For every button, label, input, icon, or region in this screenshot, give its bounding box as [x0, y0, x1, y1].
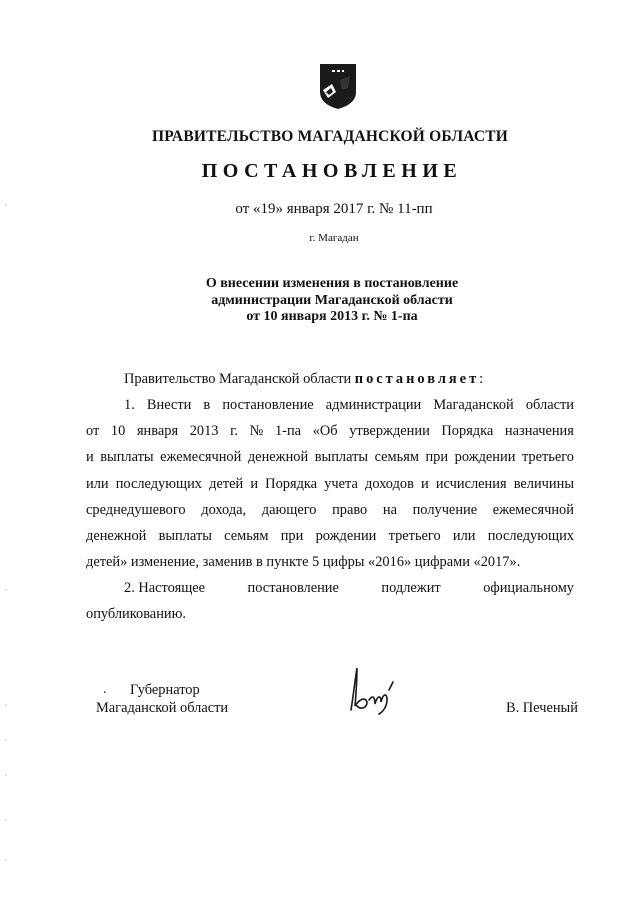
- word: и: [421, 475, 429, 492]
- paragraph-1-line-6: [86, 523, 574, 549]
- paragraph-2-line-2: [86, 601, 574, 627]
- paragraph-2-line-2-text: опубликованию.: [86, 606, 186, 623]
- word: исчисления: [435, 475, 507, 492]
- word: детей: [209, 475, 244, 492]
- word: утверждении: [349, 423, 430, 440]
- paragraph-1-line-5: [86, 497, 574, 523]
- paragraph-1-line-2: [86, 418, 574, 444]
- word: области: [525, 397, 574, 413]
- word: официальному: [483, 580, 574, 596]
- paragraph-1-line-7: [86, 549, 574, 575]
- document-city: г. Магадан: [309, 232, 359, 244]
- word: администрации: [325, 397, 422, 413]
- paragraph-2: [86, 575, 574, 627]
- word: выплаты: [158, 527, 212, 544]
- coat-of-arms-emblem: [318, 62, 358, 110]
- preamble-colon: :: [479, 371, 484, 387]
- paragraph-1-line-3: [86, 444, 574, 470]
- word: право: [332, 501, 368, 518]
- word: постановление: [247, 580, 339, 596]
- paragraph-1-line-4: [86, 471, 574, 497]
- preamble: [86, 366, 574, 392]
- word: 1-па: [274, 423, 302, 440]
- word: семьям: [374, 449, 419, 466]
- word: третьего: [521, 449, 574, 466]
- word: от: [86, 423, 100, 440]
- word: Внести: [146, 397, 192, 413]
- word: при: [425, 449, 449, 466]
- signature-block: [0, 660, 640, 720]
- word: рождении: [315, 527, 377, 544]
- word: последующих: [115, 475, 202, 492]
- paragraph-1: [86, 392, 574, 575]
- signatory-position-line-2: Магаданской области: [96, 700, 229, 716]
- preamble-line: [86, 366, 574, 392]
- document-subject: [0, 276, 640, 326]
- word: или: [452, 527, 476, 544]
- word: 2013: [189, 423, 219, 440]
- word: постановление: [222, 397, 314, 413]
- subject-line-2: администрации Магаданской области: [211, 292, 453, 308]
- word: среднедушевого: [86, 501, 186, 518]
- word: рождении: [454, 449, 516, 466]
- word: января: [136, 423, 179, 440]
- word: №: [249, 423, 264, 440]
- word: получение: [412, 501, 478, 518]
- word: назначения: [504, 423, 574, 440]
- word: Магаданской: [433, 397, 514, 413]
- word: последующих: [487, 527, 574, 544]
- word: семьям: [224, 527, 269, 544]
- signature-dot: .: [103, 682, 107, 697]
- document-type: ПОСТАНОВЛЕНИЕ: [201, 160, 463, 182]
- document-date-number: от «19» января 2017 г. № 11-пп: [235, 201, 433, 217]
- word: и: [86, 449, 94, 466]
- word: 1.: [124, 397, 135, 413]
- word: на: [382, 501, 397, 518]
- word: г.: [230, 423, 238, 440]
- handwritten-signature: [345, 660, 407, 716]
- word: Порядка: [265, 475, 318, 492]
- word: учета: [324, 475, 358, 492]
- signatory-position-line-1: Губернатор: [130, 682, 200, 698]
- word: денежной: [86, 527, 147, 544]
- word: подлежит: [381, 580, 441, 596]
- word: 2. Настоящее: [124, 580, 206, 596]
- government-title: ПРАВИТЕЛЬСТВО МАГАДАНСКОЙ ОБЛАСТИ: [151, 128, 509, 145]
- signatory-name: В. Печеный: [506, 700, 578, 716]
- word: при: [280, 527, 304, 544]
- word: выплаты: [100, 449, 154, 466]
- word: Порядка: [441, 423, 494, 440]
- scan-margin-dots: [3, 0, 9, 905]
- subject-line-1: О внесении изменения в постановление: [205, 276, 459, 291]
- word: в: [203, 397, 211, 413]
- preamble-verb: постановляет: [354, 371, 480, 387]
- word: дохода,: [201, 501, 247, 518]
- word: и: [250, 475, 259, 492]
- paragraph-1-line-1: [86, 392, 574, 418]
- paragraph-1-line-7-text: детей» изменение, заменив в пункте 5 цифры «2016» цифрами «2017».: [86, 554, 521, 571]
- word: третьего: [388, 527, 441, 544]
- preamble-subject: Правительство Магаданской области: [124, 371, 352, 387]
- word: или: [86, 475, 109, 492]
- word: ежемесячной: [492, 501, 574, 518]
- word: «Об: [312, 423, 338, 440]
- subject-line-3: от 10 января 2013 г. № 1-па: [246, 309, 418, 324]
- word: дающего: [261, 501, 317, 518]
- word: ежемесячной: [160, 449, 242, 466]
- word: 10: [110, 423, 126, 440]
- word: доходов: [365, 475, 414, 492]
- paragraph-2-line-1: [86, 575, 574, 601]
- word: выплаты: [314, 449, 369, 466]
- word: величины: [513, 475, 574, 492]
- word: денежной: [247, 449, 309, 466]
